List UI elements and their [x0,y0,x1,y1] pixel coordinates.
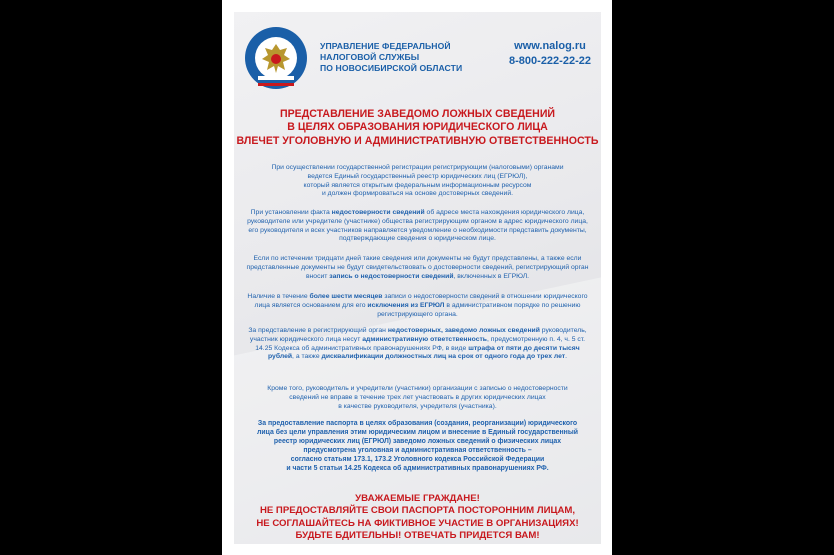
phone-number: 8-800-222-22-22 [509,55,591,67]
p4-text: Наличие в течение [247,293,310,300]
paragraph-restriction [242,385,593,411]
p5-highlight: недостоверных, заведомо ложных сведений [387,327,540,334]
p1-line: При осуществлении государственной регистрации регистрирующим (налоговыми) органами [271,164,564,171]
p7-line: лица без цели управления этим юридическим лицом и внесение в Единый государственный [257,428,578,436]
appeal-to-citizens [234,493,601,542]
p5-highlight: штрафа от пяти до десяти тысяч рублей [267,344,580,361]
title-line-1: ПРЕДСТАВЛЕНИЕ ЗАВЕДОМО ЛОЖНЫХ СВЕДЕНИЙ [279,108,556,120]
p7-line: и части 5 статьи 14.25 Кодекса об административных правонарушениях РФ. [286,464,549,472]
p6-line: в качестве руководителя, учредителя (участника). [338,402,497,410]
p5-text: , предусмотренную п. 4, ч. 5 ст. 14.25 Кодекса об административных правонарушениях РФ, в виде [255,335,586,352]
p5-text: , а также [292,353,322,361]
p7-line: За предоставление паспорта в целях образования (создания, реорганизации) юридического [257,420,578,427]
p1-line: который является открытым федеральным информационным ресурсом [303,181,532,189]
p5-text: . [565,353,568,361]
p2-text: об адресе места нахождения юридического лица, руководителе или учредителе (участнике) общества регистрирующим органом в адрес юридического лица, его руководителя и всех участников направляется уведомление о необходимости представить документы, подтверждающие сведения о юридическом лице. [247,209,588,243]
p3-text: , включенных в ЕГРЮЛ. [453,272,530,280]
p5-highlight: дисквалификации должностных лиц на срок от одного года до трех лет [321,353,566,361]
appeal-line-4: БУДЬТЕ БДИТЕЛЬНЫ! ОТВЕЧАТЬ ПРИДЕТСЯ ВАМ! [295,529,540,541]
p6-line: сведений не вправе в течение трех лет участвовать в других юридических лицах [289,393,546,401]
p3-highlight: запись о недостоверности сведений [329,272,454,280]
appeal-line-3: НЕ СОГЛАШАЙТЕСЬ НА ФИКТИВНОЕ УЧАСТИЕ В ОРГАНИЗАЦИЯХ! [256,517,579,529]
poster-title [234,108,601,148]
title-line-3: ВЛЕЧЕТ УГОЛОВНУЮ И АДМИНИСТРАТИВНУЮ ОТВЕТСТВЕННОСТЬ [236,134,599,147]
fns-emblem-icon [244,26,308,90]
p7-line: согласно статьям 173.1, 173.2 Уголовного кодекса Российской Федерации [290,455,545,463]
org-line-2: НАЛОГОВОЙ СЛУЖБЫ [320,52,420,62]
p5-text: руководитель, участник юридического лица несут [249,327,587,343]
p2-highlight: недостоверности сведений [331,209,425,216]
p4-text: в административном порядке по решению регистрирующего органа. [377,301,581,318]
paragraph-notification [242,209,593,244]
paragraph-egrul [242,164,593,199]
p2-text: При установлении факта [250,209,332,216]
paragraph-criminal-liability [242,420,593,473]
paragraph-administrative-liability [242,327,593,362]
p5-highlight: административную ответственность [362,335,487,343]
title-line-2: В ЦЕЛЯХ ОБРАЗОВАНИЯ ЮРИДИЧЕСКОГО ЛИЦА [287,121,548,134]
org-line-3: ПО НОВОСИБИРСКОЙ ОБЛАСТИ [320,63,463,73]
p4-text: записи о недостоверности сведений в отношении юридического лица является основанием для его [254,293,588,309]
paragraph-exclusion [242,293,593,319]
p4-highlight: более шести месяцев [309,293,383,300]
document-page [222,0,612,555]
p6-line: Кроме того, руководитель и учредители (участники) организации с записью о недостоверности [267,385,568,392]
paragraph-unreliability-record [242,255,593,281]
p3-text: Если по истечении тридцати дней такие сведения или документы не будут представлены, а также если представленные документы не будут свидетельствовать о достоверности сведений, регистрирующий орган вносит [246,255,589,280]
website-link[interactable]: www.nalog.ru [514,40,586,52]
p1-line: ведется Единый государственный реестр юридических лиц (ЕГРЮЛ), [307,172,528,180]
org-line-1: УПРАВЛЕНИЕ ФЕДЕРАЛЬНОЙ [320,41,451,51]
p7-line: предусмотрена уголовная и административная ответственность – [303,446,532,454]
poster [234,12,601,544]
organization-name [320,41,470,74]
p4-highlight: исключения из ЕГРЮЛ [367,301,445,309]
appeal-line-2: НЕ ПРЕДОСТАВЛЯЙТЕ СВОИ ПАСПОРТА ПОСТОРОННИМ ЛИЦАМ, [259,505,576,517]
contacts [500,39,600,68]
p7-line: реестр юридических лиц (ЕГРЮЛ) заведомо ложных сведений о физических лицах [273,437,562,445]
p5-text: За представление в регистрирующий орган [248,327,388,334]
appeal-line-1: УВАЖАЕМЫЕ ГРАЖДАНЕ! [355,493,480,504]
p1-line: и должен формироваться на основе достоверных сведений. [321,190,514,198]
